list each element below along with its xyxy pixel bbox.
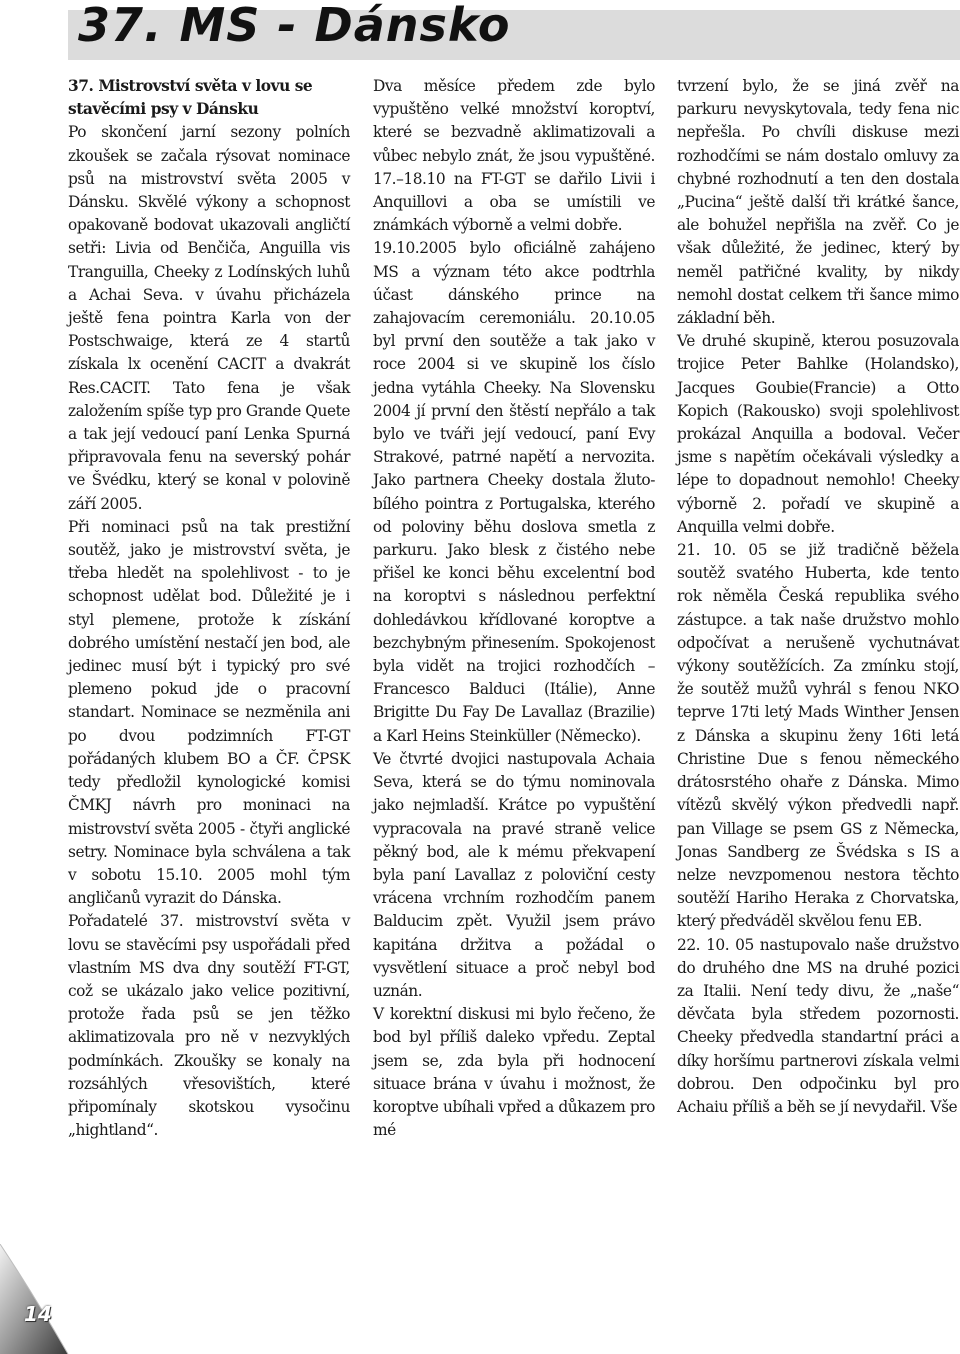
- text-column-1: [68, 75, 350, 1142]
- paragraph: 19.10.2005 bylo oficiálně zahájeno MS a význam této akce podtrhla účast dánského prince na zahajovacím ceremoniálu. 20.10.05 byl první den soutěže a tak jako v roce 2004 si ve skupině los číslo jedna vytáhla Cheeky. Na Slovensku 2004 jí první den štěstí nepřálo a tak bylo ve tváři její vedoucí, paní Evy Strakové, patrné napětí a nervozita. Jako partnera Cheeky dostala žluto-bílého pointra z Portugalska, kterého od poloviny běhu doslova smetla z parkuru. Jako blesk z čistého nebe přišel ke konci běhu excelentní bod na koroptvi s následnou perfektní dohledávkou křídlované koroptve a bezchybným přinesením. Spokojenost byla vidět na trojici rozhodčích – Francesco Balduci (Itálie), Anne Brigitte Du Fay De Lavallaz (Brazilie) a Karl Heins Steinküller (Německo).: [373, 239, 655, 745]
- paragraph: Dva měsíce předem zde bylo vypuštěno velké množství koroptví, které se bezvadně aklimatizovali a vůbec nebylo znát, že jsou vypuštěné. 17.–18.10 na FT-GT se dařilo Livii i Anquillovi a oba se umístili ve známkách výborně a velmi dobře.: [373, 77, 655, 235]
- paragraph: Při nominaci psů na tak prestižní soutěž, jako je mistrovství světa, je třeba hledět na spolehlivost - to je schopnost udělat bod. Důležité je i styl plemene, protože k získání dobrého umístění nestačí jen bod, ale jedinec musí být i typický pro své plemeno pokud jde o pracovní standart. Nominace se nezměnila ani po dvou podzimních FT-GT pořádaných klubem BO a ČF. ČPSK tedy předložil kynologické komisi ČMKJ návrh pro moninaci na mistrovství světa 2005 - čtyři anglické setry. Nominace byla schválena a tak v sobotu 15.10. 2005 mohl tým angličanů vyrazit do Dánska.: [68, 517, 350, 908]
- paragraph: 21. 10. 05 se již tradičně běžela soutěž svatého Huberta, kde tento rok něměla Česká republika svého zástupce. a tak naše družstvo mohlo odpočívat a nerušeně vychutnávat výkony soutěžících. Za zmínku stojí, že soutěž mužů vyhrál s fenou NKO teprve 17ti letý Mads Winther Jensen z Dánska a skupinu ženy 16ti letá Christine Due s fenou německého drátosrstého ohaře z Dánska. Mimo vítězů skvělý výkon předvedli např. pan Village se psem GS z Německa, Jonas Sandberg ze Švédska s IS a nelze nevzpomenou nestora těchto soutěží Hariho Heraka z Chorvatska, který předváděl skvělou fenu EB.: [677, 541, 959, 931]
- article-heading: 37. Mistrovství světa v lovu se stavěcími psy v Dánsku: [68, 77, 313, 119]
- page-curl-icon: [0, 1244, 70, 1354]
- paragraph: Pořadatelé 37. mistrovství světa v lovu se stavěcími psy uspořádali před vlastním MS dva dny soutěží FT-GT, což se ukázalo jako velice pozitivní, protože řada psů se jen těžko aklimatizovala pro ně v nezvyklých podmínkách. Zkoušky se konaly na rozsáhlých vřesovištích, které připomínaly skotskou vysočinu „hightland“.: [68, 912, 350, 1140]
- paragraph: Po skončení jarní sezony polních zkoušek se začala rýsovat nominace psů na mistrovství světa 2005 v Dánsku. Skvělé výkony a schopnost opakovaně bodovat ukazovali angličtí setři: Livia od Benčiča, Anguilla vis Tranguilla, Cheeky z Lodínských luhů a Achai Seva. v úvahu přicházela ještě fena pointra Karla von der Postschwaige, která ze 4 startů získala lx ocenění CACIT a dvakrát Res.CACIT. Tato fena je však založením spíše typ pro Grande Quete a tak její vedoucí paní Lenka Spurná připravovala fenu na severský pohár ve Švédku, který se konal v polovině září 2005.: [68, 123, 350, 513]
- paragraph: V korektní diskusi mi bylo řečeno, že bod byl příliš daleko vpředu. Zeptal jsem se, zda byla při hodnocení situace brána v úvahu i možnost, že koroptve ubíhali vpřed a důkazem pro mé: [373, 1005, 655, 1140]
- text-column-3: [677, 75, 959, 1119]
- page-title: 37. MS - Dánsko: [78, 0, 511, 52]
- page-number: 14: [24, 1302, 52, 1326]
- paragraph: Ve čtvrté dvojici nastupovala Achaia Seva, která se do týmu nominovala jako nejmladší. Krátce po vypuštění vypracovala na pravé straně velice pěkný bod, ale k mému překvapení byla paní Lavallaz z poloviční cesty vrácena vrchním rozhodčím panem Balducim zpět. Využil jsem právo kapitána držitva a požádal o vysvětlení situace a proč nebyl bod uznán.: [373, 749, 655, 1000]
- paragraph: tvrzení bylo, že se jiná zvěř na parkuru nevyskytovala, tedy fena nic nepřešla. Po chvíli diskuse mezi rozhodčími se nám dostalo omluvy za chybné rozhodnutí a ten den dostala „Pucina“ ještě další tři krátké šance, ale bohužel nepřišla na zvěř. Co je však důležité, že jedinec, který by neměl patřičné kvality, by nikdy nemohl dostat celkem tři šance mimo základní běh.: [677, 77, 959, 328]
- text-column-2: [373, 75, 655, 1142]
- paragraph: 22. 10. 05 nastupovalo naše družstvo do druhého dne MS na druhé pozici za Italii. Není tedy divu, že „naše“ děvčata byla středem pozornosti. Cheeky předvedla standartní práci a díky horšímu partnerovi získala velmi dobrou. Den odpočinku byl pro Achaiu příliš a běh se jí nevydařil. Vše: [677, 935, 959, 1116]
- paragraph: Ve druhé skupině, kterou posuzovala trojice Peter Bahlke (Holandsko), Jacques Goubie(Francie) a Otto Kopich (Rakousko) svoji spolehlivost prokázal Anquilla a bodoval. Večer jsme s napětím očekávali výsledky a lépe to dopadnout nemohlo! Cheeky výborně 2. pořadí ve skupině a Anquilla velmi dobře.: [677, 332, 959, 536]
